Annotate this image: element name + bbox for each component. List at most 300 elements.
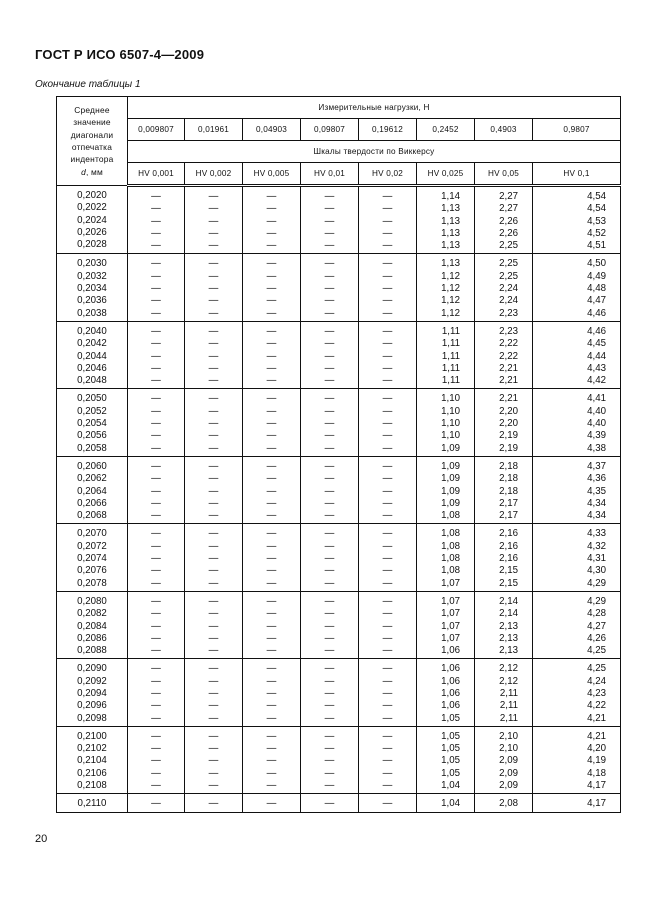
- table-cell: —: [151, 595, 161, 607]
- table-cell: 4,33: [587, 528, 606, 540]
- table-cell: —: [266, 191, 277, 202]
- table-cell: 2,21: [499, 393, 518, 405]
- table-cell: 2,14: [499, 608, 518, 620]
- hv005-cell: [475, 186, 533, 254]
- load-value: 0,04903: [243, 119, 301, 141]
- table-cell: 0,2064: [77, 485, 107, 497]
- empty-scale-cell: [301, 794, 359, 812]
- table-cell: —: [266, 767, 277, 779]
- table-cell: 1,11: [441, 350, 460, 362]
- table-cell: —: [324, 350, 335, 362]
- table-cell: 1,06: [441, 663, 460, 675]
- load-value: 0,2452: [417, 119, 475, 141]
- table-cell: —: [324, 473, 335, 485]
- hv0025-cell: [417, 389, 475, 456]
- table-cell: —: [208, 191, 219, 202]
- table-cell: 1,06: [441, 687, 460, 699]
- page-number: 20: [35, 833, 48, 845]
- empty-scale-cell: [301, 726, 359, 793]
- table-cell: 0,2040: [77, 325, 107, 337]
- table-cell: —: [324, 442, 335, 454]
- table-cell: —: [208, 338, 219, 350]
- table-cell: 0,2078: [77, 577, 107, 589]
- table-cell: —: [151, 227, 161, 239]
- empty-scale-cell: [359, 659, 417, 726]
- hv0025-cell: [417, 456, 475, 523]
- table-cell: —: [266, 608, 277, 620]
- table-cell: 1,10: [441, 430, 460, 442]
- table-cell: —: [266, 375, 277, 387]
- table-cell: 4,19: [587, 755, 606, 767]
- table-cell: —: [151, 485, 161, 497]
- table-row-group: [57, 726, 621, 793]
- table-cell: —: [208, 528, 219, 540]
- table-cell: —: [324, 620, 335, 632]
- empty-scale-cell: [359, 456, 417, 523]
- diagonal-cell: [57, 591, 128, 658]
- table-cell: —: [382, 565, 393, 577]
- scale-label: HV 0,02: [359, 163, 417, 186]
- table-cell: 0,2038: [77, 307, 107, 319]
- table-cell: —: [382, 510, 393, 522]
- table-cell: 4,17: [587, 798, 606, 810]
- table-cell: —: [324, 362, 335, 374]
- table-cell: —: [151, 675, 161, 687]
- table-cell: 0,2084: [77, 620, 107, 632]
- table-cell: 0,2092: [77, 675, 107, 687]
- hv005-cell: [475, 254, 533, 321]
- table-cell: —: [266, 632, 277, 644]
- table-cell: 2,14: [499, 595, 518, 607]
- table-cell: 0,2032: [77, 270, 107, 282]
- table-cell: —: [382, 540, 393, 552]
- table-cell: 4,48: [587, 283, 606, 295]
- table-cell: 0,2076: [77, 565, 107, 577]
- table-cell: 2,09: [499, 755, 518, 767]
- table-cell: —: [151, 577, 161, 589]
- table-cell: —: [208, 258, 219, 270]
- hv005-cell: [475, 389, 533, 456]
- scale-label: HV 0,002: [185, 163, 243, 186]
- table-cell: 2,10: [499, 743, 518, 755]
- table-cell: —: [266, 755, 277, 767]
- empty-scale-cell: [301, 389, 359, 456]
- empty-scale-cell: [243, 591, 301, 658]
- table-cell: 4,21: [587, 730, 606, 742]
- table-cell: 0,2044: [77, 350, 107, 362]
- table-cell: —: [208, 687, 219, 699]
- table-cell: —: [382, 460, 393, 472]
- table-cell: —: [266, 675, 277, 687]
- table-cell: —: [151, 780, 161, 792]
- table-cell: —: [324, 227, 335, 239]
- empty-scale-cell: [128, 456, 185, 523]
- table-cell: —: [208, 350, 219, 362]
- table-cell: —: [324, 283, 335, 295]
- hv01-cell: [533, 659, 621, 726]
- hv01-cell: [533, 794, 621, 812]
- scale-label: HV 0,05: [475, 163, 533, 186]
- table-cell: —: [208, 700, 219, 712]
- table-cell: 1,07: [441, 608, 460, 620]
- table-cell: —: [266, 620, 277, 632]
- table-cell: —: [151, 553, 161, 565]
- table-cell: 4,47: [587, 295, 606, 307]
- table-cell: —: [382, 730, 393, 742]
- table-cell: 0,2020: [77, 190, 107, 201]
- table-cell: —: [324, 608, 335, 620]
- table-cell: —: [382, 258, 393, 270]
- table-cell: —: [151, 460, 161, 472]
- table-cell: —: [324, 645, 335, 657]
- table-cell: —: [382, 553, 393, 565]
- table-cell: —: [208, 473, 219, 485]
- table-cell: —: [324, 577, 335, 589]
- table-cell: 4,29: [587, 577, 606, 589]
- table-cell: 1,05: [441, 767, 460, 779]
- table-cell: —: [266, 510, 277, 522]
- table-cell: 0,2052: [77, 405, 107, 417]
- hv0025-cell: [417, 726, 475, 793]
- table-cell: —: [382, 687, 393, 699]
- table-cell: 1,11: [441, 362, 460, 374]
- table-cell: 0,2070: [77, 528, 107, 540]
- table-cell: 1,08: [441, 528, 460, 540]
- table-cell: —: [382, 497, 393, 509]
- table-cell: 1,04: [441, 798, 460, 810]
- table-cell: 2,26: [499, 215, 518, 227]
- table-cell: —: [266, 595, 277, 607]
- table-row-group: [57, 389, 621, 456]
- table-cell: 2,12: [499, 675, 518, 687]
- table-cell: —: [382, 203, 393, 215]
- table-cell: —: [324, 687, 335, 699]
- hv0025-cell: [417, 659, 475, 726]
- table-cell: 0,2036: [77, 295, 107, 307]
- table-cell: —: [324, 191, 335, 202]
- table-cell: —: [208, 675, 219, 687]
- table-cell: 1,07: [441, 620, 460, 632]
- empty-scale-cell: [243, 456, 301, 523]
- diagonal-cell: [57, 659, 128, 726]
- table-cell: 0,2106: [77, 767, 107, 779]
- table-cell: —: [266, 338, 277, 350]
- table-cell: 0,2034: [77, 283, 107, 295]
- table-cell: —: [324, 338, 335, 350]
- load-value: 0,009807: [128, 119, 185, 141]
- table-cell: —: [266, 295, 277, 307]
- table-cell: 1,06: [441, 700, 460, 712]
- table-cell: —: [208, 577, 219, 589]
- table-cell: —: [324, 528, 335, 540]
- table-cell: —: [208, 743, 219, 755]
- table-cell: 2,19: [499, 430, 518, 442]
- table-cell: —: [266, 743, 277, 755]
- empty-scale-cell: [185, 591, 243, 658]
- load-value: 0,09807: [301, 119, 359, 141]
- table-cell: —: [382, 632, 393, 644]
- table-cell: —: [266, 485, 277, 497]
- empty-scale-cell: [301, 524, 359, 591]
- table-cell: —: [324, 700, 335, 712]
- table-cell: —: [208, 283, 219, 295]
- hv01-cell: [533, 186, 621, 254]
- table-cell: —: [266, 393, 277, 405]
- table-cell: —: [208, 565, 219, 577]
- table-cell: 2,11: [499, 712, 518, 724]
- table-cell: —: [151, 338, 161, 350]
- table-cell: —: [151, 405, 161, 417]
- empty-scale-cell: [128, 726, 185, 793]
- empty-scale-cell: [243, 794, 301, 812]
- hv01-cell: [533, 321, 621, 388]
- table-cell: —: [382, 577, 393, 589]
- table-cell: —: [208, 798, 219, 810]
- table-cell: —: [266, 645, 277, 657]
- empty-scale-cell: [301, 456, 359, 523]
- table-cell: —: [151, 203, 161, 215]
- hv005-cell: [475, 321, 533, 388]
- table-cell: 2,13: [499, 645, 518, 657]
- table-cell: 2,15: [499, 577, 518, 589]
- table-cell: —: [324, 307, 335, 319]
- empty-scale-cell: [243, 524, 301, 591]
- table-cell: 4,28: [587, 608, 606, 620]
- table-cell: —: [382, 645, 393, 657]
- table-cell: —: [266, 663, 277, 675]
- table-cell: 4,34: [587, 497, 606, 509]
- empty-scale-cell: [243, 321, 301, 388]
- table-cell: 4,44: [587, 350, 606, 362]
- table-cell: —: [208, 780, 219, 792]
- empty-scale-cell: [301, 321, 359, 388]
- table-cell: 0,2066: [77, 497, 107, 509]
- table-cell: 4,43: [587, 362, 606, 374]
- empty-scale-cell: [359, 321, 417, 388]
- table-cell: 1,07: [441, 632, 460, 644]
- table-cell: —: [151, 430, 161, 442]
- table-cell: 1,04: [441, 780, 460, 792]
- table-cell: —: [208, 755, 219, 767]
- table-cell: —: [382, 798, 393, 810]
- table-cell: —: [382, 485, 393, 497]
- table-cell: 0,2096: [77, 700, 107, 712]
- table-cell: 0,2048: [77, 375, 107, 387]
- table-cell: 1,06: [441, 645, 460, 657]
- table-cell: 1,12: [441, 270, 460, 282]
- table-cell: —: [382, 595, 393, 607]
- empty-scale-cell: [185, 321, 243, 388]
- empty-scale-cell: [301, 591, 359, 658]
- table-cell: —: [208, 663, 219, 675]
- table-cell: 4,34: [587, 510, 606, 522]
- table-cell: —: [266, 712, 277, 724]
- table-cell: —: [324, 712, 335, 724]
- header-line: отпечатка: [71, 142, 113, 152]
- empty-scale-cell: [128, 321, 185, 388]
- table-cell: —: [382, 375, 393, 387]
- hv0025-cell: [417, 254, 475, 321]
- table-cell: 4,29: [587, 595, 606, 607]
- table-cell: 2,22: [499, 350, 518, 362]
- empty-scale-cell: [359, 186, 417, 254]
- empty-scale-cell: [185, 456, 243, 523]
- table-cell: 4,22: [587, 700, 606, 712]
- table-cell: —: [382, 227, 393, 239]
- table-cell: 1,11: [441, 325, 460, 337]
- table-cell: —: [208, 497, 219, 509]
- table-cell: 0,2086: [77, 632, 107, 644]
- table-cell: —: [208, 442, 219, 454]
- table-cell: 1,13: [441, 258, 460, 270]
- table-cell: —: [324, 485, 335, 497]
- table-cell: —: [382, 743, 393, 755]
- table-cell: —: [151, 393, 161, 405]
- diagonal-cell: [57, 524, 128, 591]
- table-cell: 1,10: [441, 405, 460, 417]
- table-cell: 2,13: [499, 620, 518, 632]
- table-cell: 4,54: [587, 203, 606, 215]
- table-cell: —: [266, 565, 277, 577]
- table-cell: —: [266, 540, 277, 552]
- table-cell: —: [208, 295, 219, 307]
- scale-label: HV 0,025: [417, 163, 475, 186]
- table-cell: 0,2102: [77, 743, 107, 755]
- table-cell: —: [151, 608, 161, 620]
- table-cell: —: [382, 780, 393, 792]
- table-cell: —: [151, 215, 161, 227]
- table-cell: —: [151, 620, 161, 632]
- table-cell: 1,12: [441, 307, 460, 319]
- scale-label: HV 0,005: [243, 163, 301, 186]
- hv01-cell: [533, 389, 621, 456]
- table-cell: 2,18: [499, 460, 518, 472]
- table-cell: —: [324, 405, 335, 417]
- table-cell: —: [266, 270, 277, 282]
- table-cell: —: [266, 307, 277, 319]
- empty-scale-cell: [243, 254, 301, 321]
- hv0025-cell: [417, 186, 475, 254]
- table-cell: —: [208, 362, 219, 374]
- table-row-group: [57, 321, 621, 388]
- table-cell: 4,46: [587, 325, 606, 337]
- table-cell: 2,11: [499, 687, 518, 699]
- table-cell: —: [382, 362, 393, 374]
- table-cell: —: [266, 780, 277, 792]
- table-cell: —: [382, 283, 393, 295]
- table-cell: —: [382, 270, 393, 282]
- table-cell: 2,24: [499, 283, 518, 295]
- table-cell: 1,08: [441, 540, 460, 552]
- empty-scale-cell: [185, 254, 243, 321]
- table-cell: —: [324, 460, 335, 472]
- table-cell: —: [151, 418, 161, 430]
- table-cell: —: [382, 405, 393, 417]
- table-cell: —: [382, 767, 393, 779]
- table-cell: 4,53: [587, 215, 606, 227]
- table-cell: 0,2050: [77, 393, 107, 405]
- table-cell: —: [382, 240, 393, 252]
- table-cell: —: [324, 215, 335, 227]
- load-value: 0,01961: [185, 119, 243, 141]
- table-cell: —: [266, 497, 277, 509]
- table-cell: —: [151, 295, 161, 307]
- table-cell: 2,16: [499, 528, 518, 540]
- header-line: Среднее: [74, 105, 110, 116]
- table-cell: —: [266, 687, 277, 699]
- table-cell: 2,24: [499, 295, 518, 307]
- table-cell: 4,52: [587, 227, 606, 239]
- table-cell: —: [151, 687, 161, 699]
- table-cell: —: [151, 565, 161, 577]
- table-cell: 1,07: [441, 595, 460, 607]
- table-cell: 1,05: [441, 755, 460, 767]
- empty-scale-cell: [185, 726, 243, 793]
- table-cell: —: [266, 528, 277, 540]
- table-cell: 4,30: [587, 565, 606, 577]
- table-row-group: [57, 524, 621, 591]
- table-cell: 1,13: [441, 215, 460, 227]
- table-cell: —: [324, 203, 335, 215]
- table-cell: —: [266, 350, 277, 362]
- table-cell: —: [382, 338, 393, 350]
- table-cell: 2,17: [499, 510, 518, 522]
- header-line: индентора: [70, 154, 114, 165]
- table-cell: —: [266, 405, 277, 417]
- table-cell: —: [151, 191, 161, 202]
- table-cell: —: [208, 325, 219, 337]
- table-cell: 2,26: [499, 227, 518, 239]
- table-cell: 1,09: [441, 460, 460, 472]
- load-value: 0,4903: [475, 119, 533, 141]
- table-cell: —: [266, 362, 277, 374]
- table-cell: 1,13: [441, 203, 460, 215]
- table-cell: 4,37: [587, 460, 606, 472]
- table-cell: 2,09: [499, 780, 518, 792]
- table-cell: 4,40: [587, 418, 606, 430]
- empty-scale-cell: [359, 794, 417, 812]
- table-cell: —: [151, 325, 161, 337]
- table-cell: 4,26: [587, 632, 606, 644]
- table-cell: —: [266, 418, 277, 430]
- table-cell: 0,2072: [77, 540, 107, 552]
- empty-scale-cell: [128, 186, 185, 254]
- empty-scale-cell: [128, 794, 185, 812]
- load-value: 0,19612: [359, 119, 417, 141]
- table-cell: 2,19: [499, 442, 518, 454]
- table-cell: 4,42: [587, 375, 606, 387]
- table-body: [57, 186, 621, 813]
- table-row-group: [57, 659, 621, 726]
- hv0025-cell: [417, 794, 475, 812]
- hv0025-cell: [417, 591, 475, 658]
- empty-scale-cell: [243, 659, 301, 726]
- table-row-group: [57, 254, 621, 321]
- table-cell: —: [151, 798, 161, 810]
- table-cell: 1,12: [441, 295, 460, 307]
- table-cell: —: [151, 473, 161, 485]
- table-cell: —: [208, 485, 219, 497]
- table-cell: 4,32: [587, 540, 606, 552]
- load-value: 0,9807: [533, 119, 621, 141]
- table-cell: 4,25: [587, 645, 606, 657]
- table-cell: —: [151, 240, 161, 252]
- table-cell: 4,51: [587, 240, 606, 252]
- table-cell: 2,10: [499, 730, 518, 742]
- table-cell: —: [266, 700, 277, 712]
- table-cell: —: [208, 375, 219, 387]
- table-cell: —: [382, 442, 393, 454]
